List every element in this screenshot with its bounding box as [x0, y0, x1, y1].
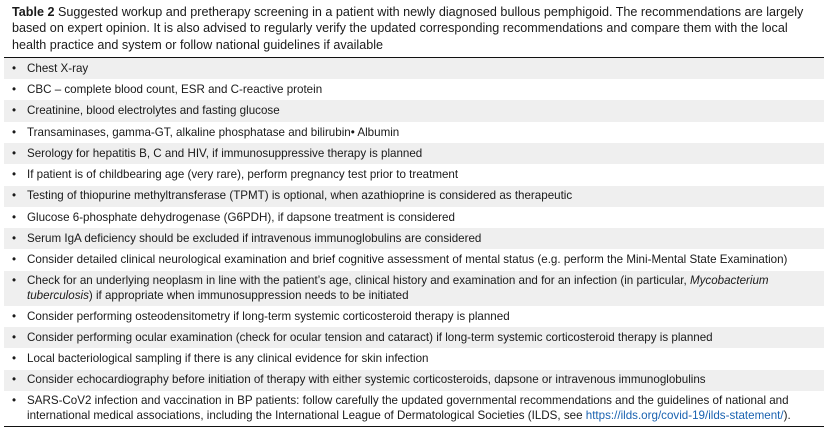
- row-text: [27, 393, 824, 424]
- sars-text-after: ).: [783, 409, 791, 423]
- table-row: [4, 306, 824, 327]
- row-text: Consider performing osteodensitometry if long-term systemic corticosteroid therapy is planned: [27, 309, 510, 323]
- table-row: [4, 271, 824, 306]
- bullet-icon: •: [12, 373, 17, 387]
- bullet-icon: •: [12, 309, 17, 323]
- table-row: [4, 348, 824, 369]
- row-text: Serum IgA deficiency should be excluded if intravenous immunoglobulins are considered: [27, 232, 482, 246]
- bullet-icon: •: [12, 104, 17, 118]
- table-row: [4, 327, 824, 348]
- bullet-icon: •: [12, 83, 17, 97]
- row-text: Consider echocardiography before initiation of therapy with either systemic corticosteroids, dapsone or intravenous immunoglobulins: [27, 373, 706, 387]
- table-row: [4, 122, 824, 143]
- table-label: Table 2: [12, 5, 55, 19]
- bullet-icon: •: [12, 168, 17, 182]
- row-text: Creatinine, blood electrolytes and fasting glucose: [27, 104, 280, 118]
- table-row: [4, 249, 824, 270]
- bullet-icon: •: [12, 189, 17, 203]
- bullet-icon: •: [12, 352, 17, 366]
- bullet-icon: •: [12, 146, 17, 160]
- table-container: [4, 4, 824, 427]
- table-row: [4, 228, 824, 249]
- table-row: [4, 58, 824, 79]
- neoplasm-text-before: Check for an underlying neoplasm in line with the patient’s age, clinical history and examination and for an infection (in particular,: [27, 273, 690, 287]
- bullet-icon: •: [12, 330, 17, 344]
- neoplasm-text-after: ) if appropriate when immunosuppression needs to be initiated: [88, 289, 409, 303]
- bullet-icon: •: [12, 232, 17, 246]
- table-row: [4, 186, 824, 207]
- caption-text: Suggested workup and pretherapy screening in a patient with newly diagnosed bullous pemphigoid. The recommendations are largely based on expert opinion. It is also advised to regularly verify the updated corresponding recommendations and compare them with the local health practice and system or follow national guidelines if available: [12, 5, 804, 52]
- bullet-icon: •: [12, 253, 17, 267]
- sars-text-before: SARS-CoV2 infection and vaccination in BP patients: follow carefully the updated governmental recommendations and the guidelines of national and international medical associations, including the International League of Dermatological Societies (ILDS, see: [27, 393, 789, 423]
- row-text: Glucose 6-phosphate dehydrogenase (G6PDH), if dapsone treatment is considered: [27, 210, 455, 224]
- row-text: Transaminases, gamma-GT, alkaline phosphatase and bilirubin• Albumin: [27, 125, 400, 139]
- bullet-icon: •: [12, 61, 17, 75]
- table-row: [4, 79, 824, 100]
- row-text: CBC – complete blood count, ESR and C-reactive protein: [27, 83, 323, 97]
- bullet-icon: •: [12, 393, 17, 407]
- row-text: Serology for hepatitis B, C and HIV, if immunosuppressive therapy is planned: [27, 146, 423, 160]
- neoplasm-italic-organism: Mycobacterium tuberculosis: [27, 273, 769, 303]
- row-text: Consider performing ocular examination (check for ocular tension and cataract) if long-term systemic corticosteroid therapy is planned: [27, 330, 713, 344]
- row-text: Testing of thiopurine methyltransferase (TPMT) is optional, when azathioprine is considered as therapeutic: [27, 189, 573, 203]
- row-text: Consider detailed clinical neurological examination and brief cognitive assessment of mental status (e.g. perform the Mini-Mental State Examination): [27, 253, 788, 267]
- row-text: [27, 273, 824, 304]
- table-row: [4, 207, 824, 228]
- row-text: Chest X-ray: [27, 61, 89, 75]
- bullet-icon: •: [12, 125, 17, 139]
- table-row: [4, 370, 824, 391]
- table-body: [4, 58, 824, 426]
- table-row: [4, 164, 824, 185]
- table-row: [4, 143, 824, 164]
- ilds-statement-link[interactable]: https://ilds.org/covid-19/ilds-statement/: [585, 409, 784, 423]
- table-row: [4, 391, 824, 426]
- bullet-icon: •: [12, 273, 17, 287]
- table-row: [4, 100, 824, 121]
- row-text: If patient is of childbearing age (very rare), perform pregnancy test prior to treatment: [27, 168, 459, 182]
- bullet-icon: •: [12, 210, 17, 224]
- row-text: Local bacteriological sampling if there is any clinical evidence for skin infection: [27, 352, 429, 366]
- table-caption: [4, 4, 824, 57]
